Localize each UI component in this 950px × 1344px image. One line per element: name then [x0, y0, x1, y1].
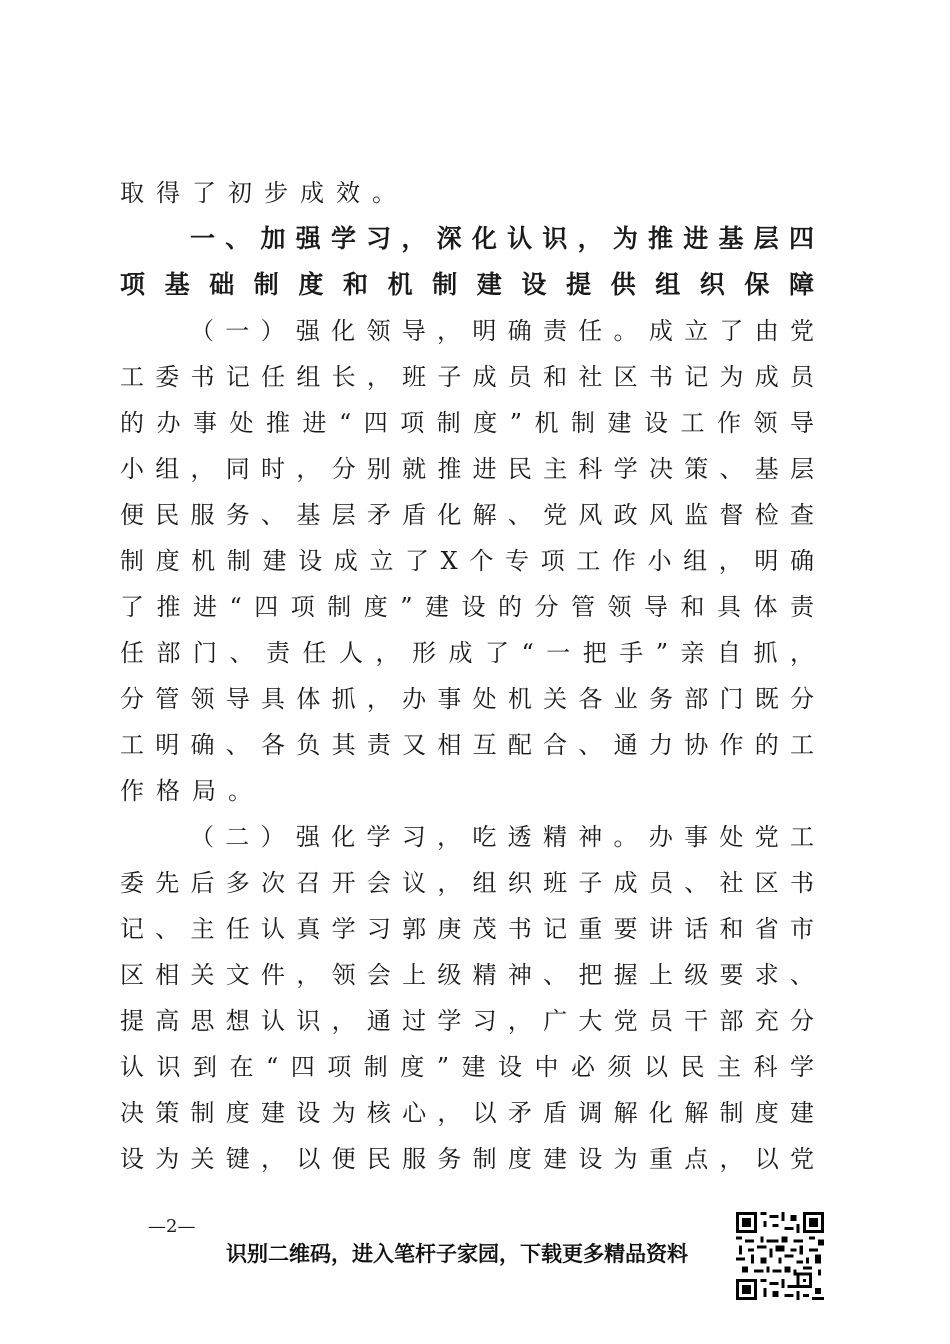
footer-banner: 识别二维码，进入笔杆子家园，下载更多精品资料 — [226, 1241, 688, 1266]
text-line: 分管领导具体抓，办事处机关各业务部门既分 — [120, 685, 814, 713]
paragraph-first-line: （一）强化领导，明确责任。成立了由党 — [190, 317, 814, 345]
text-line: 作格局。 — [120, 777, 264, 805]
section-heading-line: 项基础制度和机制建设提供组织保障 — [120, 270, 814, 299]
document-body — [120, 170, 814, 1182]
text-line: 认识到在“四项制度”建设中必须以民主科学 — [120, 1053, 814, 1081]
text-line: 的办事处推进“四项制度”机制建设工作领导 — [120, 409, 814, 437]
text-line: 便民服务、基层矛盾化解、党风政风监督检查 — [120, 501, 814, 529]
section-heading-line: 一、加强学习，深化认识，为推进基层四 — [190, 224, 814, 253]
page-number: —2— — [148, 1216, 196, 1237]
qr-code-icon[interactable] — [736, 1212, 824, 1300]
text-line: 工委书记任组长，班子成员和社区书记为成员 — [120, 363, 814, 391]
text-line: 委先后多次召开会议，组织班子成员、社区书 — [120, 869, 814, 897]
text-line: 决策制度建设为核心，以矛盾调解化解制度建 — [120, 1099, 814, 1127]
text-line: 小组，同时，分别就推进民主科学决策、基层 — [120, 455, 814, 483]
text-line: 了推进“四项制度”建设的分管领导和具体责 — [120, 593, 814, 621]
text-line: 提高思想认识，通过学习，广大党员干部充分 — [120, 1007, 814, 1035]
text-line: 制度机制建设成立了X个专项工作小组，明确 — [120, 547, 814, 575]
text-line: 取得了初步成效。 — [120, 179, 408, 207]
text-line: 设为关键，以便民服务制度建设为重点，以党 — [120, 1145, 814, 1173]
text-line: 区相关文件，领会上级精神、把握上级要求、 — [120, 961, 814, 989]
text-line: 记、主任认真学习郭庚茂书记重要讲话和省市 — [120, 915, 814, 943]
text-line: 工明确、各负其责又相互配合、通力协作的工 — [120, 731, 814, 759]
text-line: 任部门、责任人，形成了“一把手”亲自抓， — [120, 639, 814, 667]
paragraph-first-line: （二）强化学习，吃透精神。办事处党工 — [190, 823, 814, 851]
